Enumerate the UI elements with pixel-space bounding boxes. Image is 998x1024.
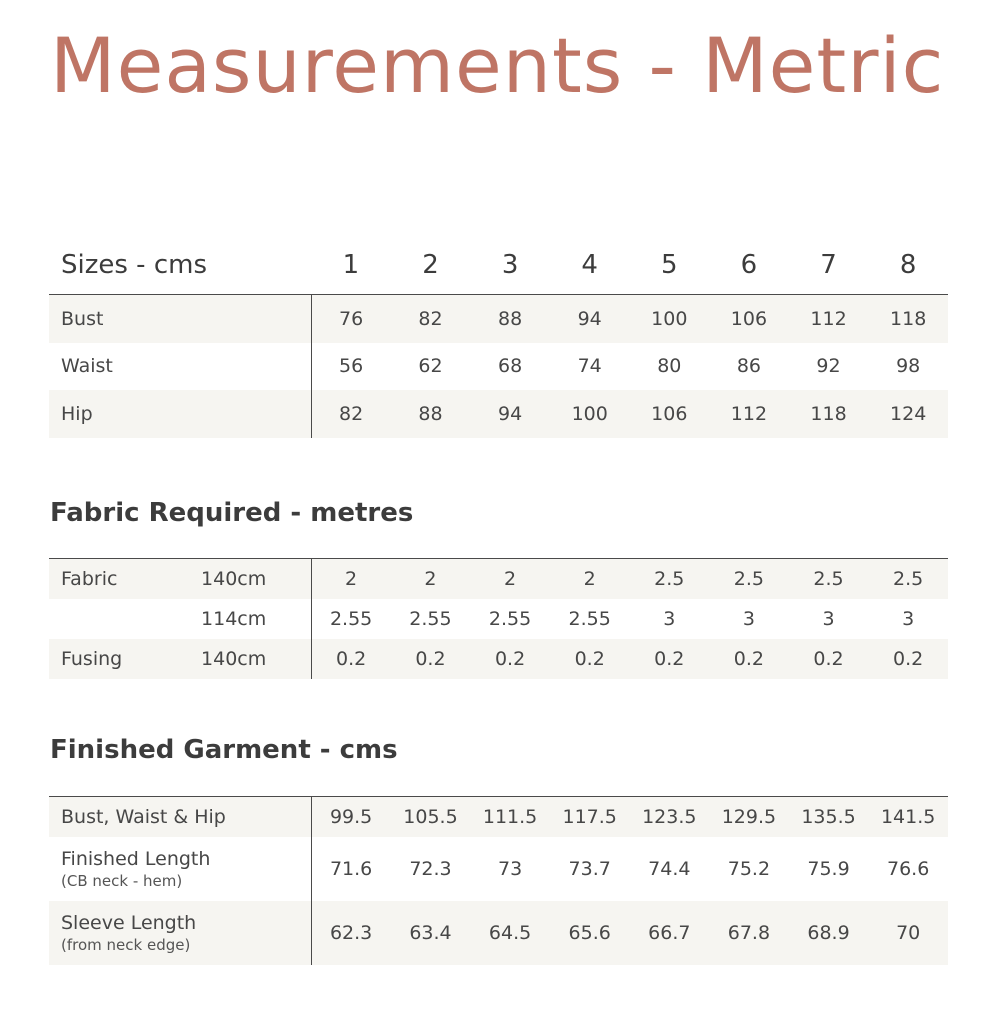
cell-value: 3 — [742, 607, 755, 630]
cell-value: 74.4 — [648, 857, 691, 880]
cell-value: 72.3 — [409, 857, 452, 880]
fabric-width: 114cm — [201, 607, 267, 630]
table-row — [49, 901, 948, 965]
cell-value: 92 — [816, 355, 841, 377]
cell-value: 117.5 — [550, 797, 630, 837]
cell-value: 0.2 — [391, 639, 471, 679]
cell-value: 0.2 — [789, 639, 869, 679]
row-label: Waist — [61, 355, 113, 377]
cell-value: 63.4 — [391, 901, 471, 965]
sizes-header-row — [49, 236, 948, 295]
cell-value: 75.9 — [807, 857, 850, 880]
table-row — [49, 343, 948, 390]
cell-value: 3 — [902, 607, 915, 630]
size-header: 1 — [311, 236, 391, 295]
cell-value: 56 — [311, 343, 391, 390]
cell-value: 88 — [470, 295, 550, 343]
row-label: Bust — [49, 295, 311, 343]
cell-value: 65.6 — [550, 901, 630, 965]
cell-value: 2.5 — [789, 559, 869, 599]
cell-value: 118 — [868, 295, 948, 343]
row-label — [49, 599, 201, 639]
cell-value: 88 — [391, 390, 471, 438]
cell-value: 105.5 — [391, 797, 471, 837]
cell-value: 141.5 — [868, 797, 948, 837]
cell-value: 68 — [497, 355, 523, 377]
cell-value: 135.5 — [789, 797, 869, 837]
cell-value: 2.55 — [311, 599, 391, 639]
page-title: Measurements - Metric — [50, 21, 945, 110]
row-label-text: Sleeve Length — [61, 911, 197, 934]
cell-value: 118 — [789, 390, 869, 438]
cell-value: 66.7 — [630, 901, 710, 965]
cell-value: 71.6 — [311, 837, 391, 901]
row-label: Hip — [49, 390, 311, 438]
cell-value: 76 — [311, 295, 391, 343]
row-label-note: (from neck edge) — [61, 935, 191, 954]
row-label: Fabric — [49, 559, 201, 599]
size-header: 7 — [789, 236, 869, 295]
cell-value: 2 — [311, 559, 391, 599]
fabric-table — [49, 558, 948, 679]
table-row — [49, 837, 948, 901]
size-header: 4 — [550, 236, 630, 295]
cell-value: 68.9 — [789, 901, 869, 965]
cell-value: 73.7 — [568, 857, 611, 880]
fabric-width: 140cm — [201, 559, 311, 599]
cell-value: 106 — [709, 295, 789, 343]
size-header: 8 — [868, 236, 948, 295]
cell-value: 75.2 — [727, 857, 771, 880]
cell-value: 0.2 — [709, 639, 789, 679]
table-row — [49, 559, 948, 599]
fabric-width: 140cm — [201, 639, 311, 679]
cell-value: 76.6 — [887, 857, 930, 880]
cell-value: 0.2 — [629, 639, 709, 679]
table-row — [49, 295, 948, 343]
row-label: Fusing — [49, 639, 201, 679]
cell-value: 98 — [896, 355, 921, 377]
cell-value: 100 — [630, 295, 710, 343]
size-header: 2 — [391, 236, 471, 295]
cell-value: 70 — [868, 901, 948, 965]
sizes-header-label: Sizes - cms — [49, 236, 311, 295]
cell-value: 0.2 — [311, 639, 391, 679]
cell-value: 86 — [736, 355, 761, 377]
cell-value: 112 — [789, 295, 869, 343]
cell-value: 82 — [391, 295, 471, 343]
size-header: 6 — [709, 236, 789, 295]
cell-value: 2.5 — [868, 559, 948, 599]
cell-value: 82 — [311, 390, 391, 438]
size-header: 5 — [630, 236, 710, 295]
cell-value: 112 — [709, 390, 789, 438]
row-label-text: Finished Length — [61, 847, 211, 870]
cell-value: 80 — [657, 355, 682, 377]
size-header: 3 — [470, 236, 550, 295]
cell-value: 2.55 — [409, 607, 452, 630]
cell-value: 2.5 — [709, 559, 789, 599]
row-label: Bust, Waist & Hip — [49, 797, 311, 837]
cell-value: 3 — [822, 607, 835, 630]
fabric-section-title: Fabric Required - metres — [50, 498, 414, 528]
cell-value: 2 — [391, 559, 471, 599]
row-label — [49, 837, 311, 901]
cell-value: 0.2 — [868, 639, 948, 679]
table-row — [49, 639, 948, 679]
cell-value: 100 — [550, 390, 630, 438]
cell-value: 129.5 — [709, 797, 789, 837]
cell-value: 106 — [630, 390, 710, 438]
cell-value: 62.3 — [311, 901, 391, 965]
cell-value: 73 — [497, 857, 523, 880]
cell-value: 3 — [663, 607, 676, 630]
table-row — [49, 390, 948, 438]
table-row — [49, 599, 948, 639]
cell-value: 2 — [550, 559, 630, 599]
garment-section-title: Finished Garment - cms — [50, 735, 398, 765]
cell-value: 62 — [418, 355, 443, 377]
cell-value: 124 — [868, 390, 948, 438]
cell-value: 0.2 — [550, 639, 630, 679]
cell-value: 111.5 — [470, 797, 550, 837]
cell-value: 0.2 — [470, 639, 550, 679]
cell-value: 2 — [470, 559, 550, 599]
cell-value: 2.55 — [488, 607, 532, 630]
row-label-note: (CB neck - hem) — [61, 871, 183, 890]
cell-value: 94 — [470, 390, 550, 438]
cell-value: 2.55 — [568, 607, 611, 630]
garment-table — [49, 796, 948, 965]
cell-value: 123.5 — [630, 797, 710, 837]
cell-value: 99.5 — [311, 797, 391, 837]
sizes-table — [49, 236, 948, 438]
cell-value: 67.8 — [709, 901, 789, 965]
cell-value: 94 — [550, 295, 630, 343]
row-label — [49, 901, 311, 965]
cell-value: 64.5 — [470, 901, 550, 965]
cell-value: 2.5 — [629, 559, 709, 599]
table-row — [49, 797, 948, 837]
cell-value: 74 — [577, 355, 602, 377]
